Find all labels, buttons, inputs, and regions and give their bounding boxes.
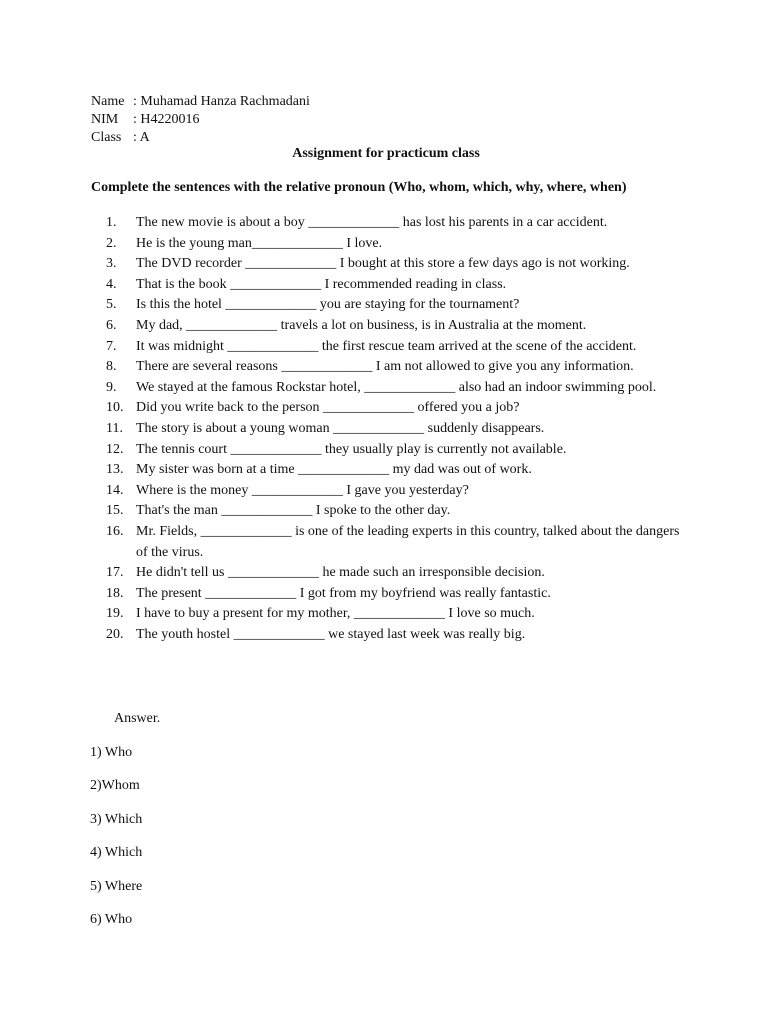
question-text: It was midnight _____________ the first rescue team arrived at the scene of the accident.: [136, 338, 637, 354]
question-number: 10.: [106, 400, 124, 416]
question-number: 14.: [106, 482, 124, 498]
question-number: 7.: [106, 338, 117, 354]
question-text: My dad, _____________ travels a lot on business, is in Australia at the moment.: [136, 317, 587, 333]
answer-list: [90, 744, 142, 944]
question-item: [106, 295, 686, 316]
document-title: Assignment for practicum class: [292, 146, 480, 161]
name-row: [91, 93, 310, 111]
question-number: 18.: [106, 585, 124, 601]
question-text: My sister was born at a time _____________ my dad was out of work.: [136, 462, 532, 478]
class-row: [91, 129, 310, 147]
question-item: [106, 522, 686, 563]
question-text: Did you write back to the person _____________ offered you a job?: [136, 400, 520, 416]
question-number: 20.: [106, 626, 124, 642]
answer-item: 6) Who: [90, 911, 133, 927]
question-number: 3.: [106, 256, 117, 272]
question-number: 6.: [106, 317, 117, 333]
answer-item: 3) Which: [90, 811, 143, 827]
question-text: The new movie is about a boy _____________ has lost his parents in a car accident.: [136, 215, 608, 230]
question-text: He is the young man_____________ I love.: [136, 235, 383, 251]
question-text: The story is about a young woman _____________ suddenly disappears.: [136, 420, 545, 436]
student-info: [91, 93, 310, 147]
question-number: 5.: [106, 297, 117, 313]
question-number: 11.: [106, 420, 123, 436]
question-number: 15.: [106, 503, 124, 519]
question-item: [106, 625, 686, 646]
question-item: [106, 604, 686, 625]
answer-item: 2)Whom: [90, 778, 140, 794]
question-text: Where is the money _____________ I gave you yesterday?: [136, 482, 469, 498]
question-item: [106, 563, 686, 584]
name-value: : Muhamad Hanza Rachmadani: [133, 94, 310, 109]
question-text: He didn't tell us _____________ he made such an irresponsible decision.: [136, 565, 545, 581]
question-number: 17.: [106, 565, 124, 581]
question-number: 19.: [106, 606, 124, 622]
answer-item: 4) Which: [90, 845, 143, 861]
question-list: [106, 213, 686, 645]
class-value: : A: [133, 130, 150, 145]
question-item: [106, 481, 686, 502]
question-item: [106, 234, 686, 255]
question-item: [106, 254, 686, 275]
answers-heading: Answer.: [114, 711, 161, 726]
question-text: I have to buy a present for my mother, _____________ I love so much.: [136, 606, 535, 622]
question-text: The present _____________ I got from my boyfriend was really fantastic.: [136, 585, 551, 601]
nim-value: : H4220016: [133, 112, 200, 127]
question-item: [106, 378, 686, 399]
question-item: [106, 398, 686, 419]
question-number: 1.: [106, 215, 117, 230]
question-number: 2.: [106, 235, 117, 251]
question-text: The youth hostel _____________ we stayed last week was really big.: [136, 626, 526, 642]
question-item: [106, 584, 686, 605]
question-text: That's the man _____________ I spoke to the other day.: [136, 503, 451, 519]
nim-row: [91, 111, 310, 129]
question-number: 13.: [106, 462, 124, 478]
question-item: [106, 419, 686, 440]
answer-item: 5) Where: [90, 878, 143, 894]
question-text: Mr. Fields, _____________ is one of the leading experts in this country, talked about the dangers of the virus.: [136, 523, 680, 560]
question-text: The DVD recorder _____________ I bought at this store a few days ago is not working.: [136, 256, 630, 272]
question-item: [106, 337, 686, 358]
question-item: [106, 316, 686, 337]
answer-item: 1) Who: [90, 745, 133, 760]
nim-label: NIM: [91, 112, 119, 127]
question-item: [106, 440, 686, 461]
instruction: Complete the sentences with the relative pronoun (Who, whom, which, why, where, when): [91, 180, 627, 195]
question-item: [106, 460, 686, 481]
question-item: [106, 275, 686, 296]
question-text: There are several reasons _____________ I am not allowed to give you any information.: [136, 359, 634, 375]
question-number: 16.: [106, 523, 124, 539]
question-number: 9.: [106, 379, 117, 395]
question-text: The tennis court _____________ they usually play is currently not available.: [136, 441, 567, 457]
question-item: [106, 357, 686, 378]
name-label: Name: [91, 94, 125, 109]
question-item: [106, 213, 686, 234]
question-number: 12.: [106, 441, 124, 457]
question-text: Is this the hotel _____________ you are staying for the tournament?: [136, 297, 520, 313]
class-label: Class: [91, 130, 122, 145]
question-number: 8.: [106, 359, 117, 375]
question-text: That is the book _____________ I recommended reading in class.: [136, 276, 507, 292]
question-item: [106, 501, 686, 522]
question-text: We stayed at the famous Rockstar hotel, _____________ also had an indoor swimming pool.: [136, 379, 657, 395]
question-number: 4.: [106, 276, 117, 292]
